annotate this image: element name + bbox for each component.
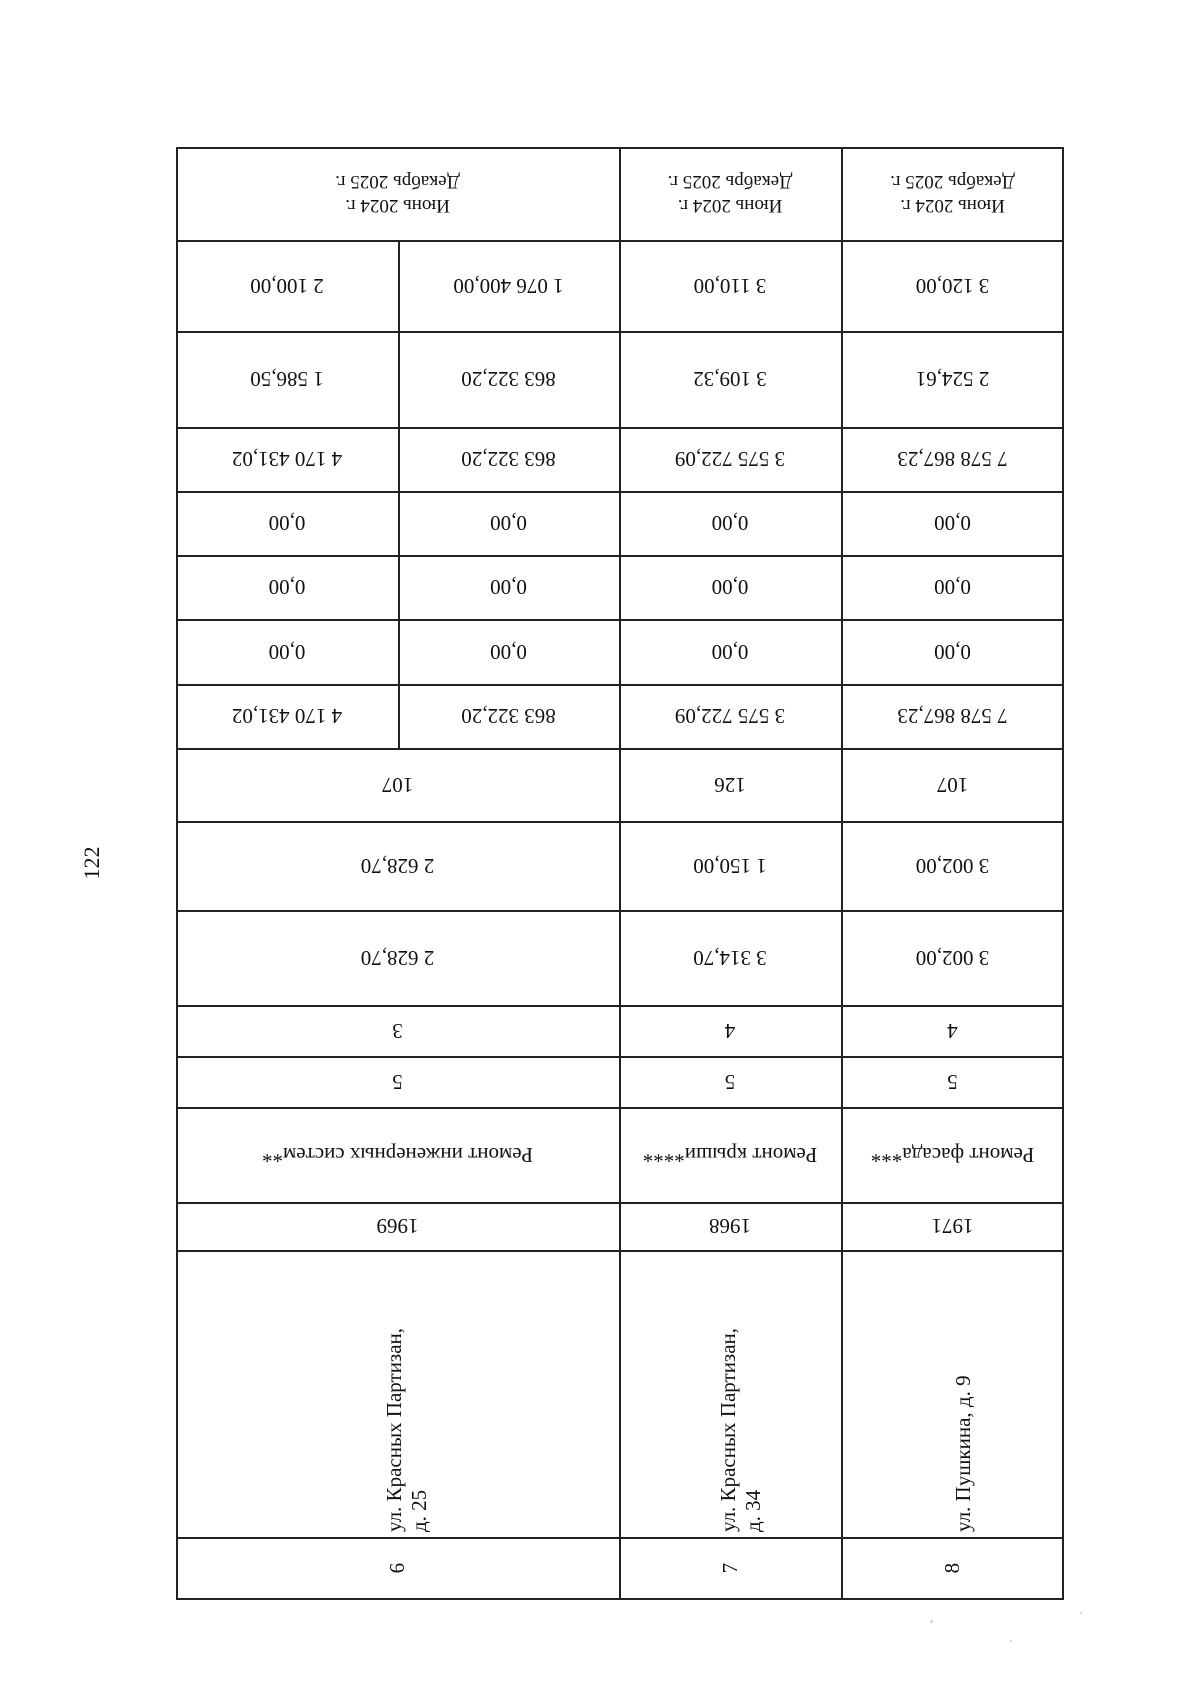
zero-cell	[619, 619, 841, 684]
cost2-left: 4 170 431,02	[231, 447, 343, 472]
cost-cell	[619, 427, 841, 491]
v-b: 3 002,00	[915, 853, 990, 878]
address-text	[716, 1272, 786, 1532]
v4: 3	[392, 1018, 403, 1043]
cost2: 7 578 867,23	[897, 447, 1008, 472]
total-cost-cell	[619, 684, 841, 748]
zero-cell	[619, 555, 841, 619]
total-cost-cell	[176, 684, 398, 748]
cost-cell	[841, 427, 1064, 491]
unit-cost-cell	[176, 331, 398, 427]
limit-cell	[619, 240, 841, 331]
scan-speck	[1080, 1612, 1082, 1614]
row-number-cell	[841, 1537, 1064, 1600]
v-b: 1 150,00	[693, 853, 767, 878]
year-cell	[176, 1202, 619, 1250]
z1: 0,00	[934, 639, 971, 664]
z1-right: 0,00	[490, 639, 527, 664]
floors-cell	[176, 1056, 619, 1107]
area-cell	[619, 821, 841, 910]
work-type-cell	[619, 1107, 841, 1202]
entrances-cell	[841, 1005, 1064, 1056]
period-line2: Декабрь 2025 г.	[335, 171, 460, 193]
v-c: 126	[714, 772, 746, 797]
floors-cell	[619, 1056, 841, 1107]
address-cell	[619, 1250, 841, 1537]
cost2-right: 863 322,20	[461, 447, 556, 472]
residents-cell	[841, 748, 1064, 821]
zero-cell	[841, 555, 1064, 619]
floors-cell	[841, 1056, 1064, 1107]
page-number: 122	[79, 846, 104, 880]
area-cell	[176, 821, 619, 910]
work-type: Ремонт крыши****	[642, 1142, 818, 1167]
period-line1: Июнь 2024 г.	[900, 195, 1005, 217]
year: 1971	[931, 1214, 974, 1239]
area-cell	[841, 821, 1064, 910]
work-type-cell	[841, 1107, 1064, 1202]
v-b: 2 628,70	[360, 853, 435, 878]
unit: 2 524,61	[915, 367, 990, 392]
address-line2: д. 34	[741, 1489, 766, 1532]
row-number-cell	[176, 1537, 619, 1600]
limit-right: 1 076 400,00	[453, 273, 564, 298]
v4: 4	[724, 1018, 736, 1043]
v4: 4	[947, 1018, 958, 1043]
area-cell	[841, 910, 1064, 1005]
scan-speck	[1010, 1640, 1012, 1642]
area-cell	[176, 910, 619, 1005]
year: 1968	[709, 1214, 751, 1239]
limit-cell	[398, 240, 619, 331]
v-c: 107	[381, 772, 414, 797]
total-cost-cell	[398, 684, 619, 748]
cost-cell	[176, 427, 398, 491]
address-text	[951, 1272, 1021, 1532]
v-a: 3 314,70	[693, 945, 767, 970]
zero-cell	[176, 619, 398, 684]
z3: 0,00	[934, 511, 971, 536]
v-c: 107	[936, 772, 969, 797]
zero-cell	[841, 491, 1064, 555]
zero-cell	[398, 619, 619, 684]
total-cost-cell	[841, 684, 1064, 748]
zero-cell	[176, 491, 398, 555]
scan-speck	[930, 1620, 933, 1623]
address-line1: ул. Красных Партизан,	[382, 1327, 406, 1532]
area-cell	[619, 910, 841, 1005]
v-a: 2 628,70	[360, 945, 435, 970]
period-line1: Июнь 2024 г.	[677, 195, 783, 217]
v5: 5	[724, 1069, 736, 1094]
address-line1: ул. Пушкина, д. 9	[951, 1375, 975, 1532]
limit: 3 110,00	[693, 273, 767, 298]
period-line1: Июнь 2024 г.	[345, 195, 450, 217]
z2: 0,00	[934, 575, 971, 600]
cost-total-left: 4 170 431,02	[231, 704, 343, 729]
limit-cell	[841, 240, 1064, 331]
limit-cell	[176, 240, 398, 331]
z3-right: 0,00	[490, 511, 527, 536]
zero-cell	[398, 491, 619, 555]
z1: 0,00	[711, 639, 749, 664]
v5: 5	[947, 1069, 958, 1094]
unit-left: 1 586,50	[250, 367, 324, 392]
z2: 0,00	[711, 575, 749, 600]
period-line2: Декабрь 2025 г.	[667, 171, 793, 193]
zero-cell	[398, 555, 619, 619]
cost-total: 7 578 867,23	[897, 704, 1008, 729]
limit-left: 2 100,00	[250, 273, 324, 298]
z3: 0,00	[711, 511, 749, 536]
work-type: Ремонт инженерных систем**	[261, 1142, 534, 1167]
row-number-cell	[619, 1537, 841, 1600]
address-text	[382, 1272, 452, 1532]
period-cell	[619, 147, 841, 240]
row-number: 7	[717, 1563, 742, 1574]
row-number: 6	[385, 1563, 410, 1574]
year-cell	[619, 1202, 841, 1250]
cost-total: 3 575 722,09	[674, 704, 786, 729]
address-cell	[841, 1250, 1064, 1537]
address-line1: ул. Красных Партизан,	[716, 1327, 740, 1532]
cost-cell	[398, 427, 619, 491]
period-cell	[841, 147, 1064, 240]
work-type-cell	[176, 1107, 619, 1202]
unit-cost-cell	[398, 331, 619, 427]
residents-cell	[176, 748, 619, 821]
unit-cost-cell	[619, 331, 841, 427]
zero-cell	[841, 619, 1064, 684]
z2-left: 0,00	[268, 575, 306, 600]
residents-cell	[619, 748, 841, 821]
v-a: 3 002,00	[915, 945, 990, 970]
v5: 5	[392, 1069, 403, 1094]
row-number: 8	[940, 1563, 965, 1574]
work-type: Ремонт фасада***	[870, 1142, 1035, 1167]
entrances-cell	[619, 1005, 841, 1056]
period-cell	[176, 147, 619, 240]
zero-cell	[176, 555, 398, 619]
address-line2: д. 25	[407, 1489, 432, 1532]
address-cell	[176, 1250, 619, 1537]
unit-cost-cell	[841, 331, 1064, 427]
unit-right: 863 322,20	[461, 367, 556, 392]
cost2: 3 575 722,09	[674, 447, 786, 472]
limit: 3 120,00	[915, 273, 990, 298]
unit: 3 109,32	[693, 367, 767, 392]
cost-total-right: 863 322,20	[461, 704, 556, 729]
z2-right: 0,00	[490, 575, 527, 600]
year: 1969	[376, 1214, 419, 1239]
period-line2: Декабрь 2025 г.	[890, 171, 1015, 193]
z1-left: 0,00	[268, 639, 306, 664]
zero-cell	[619, 491, 841, 555]
z3-left: 0,00	[268, 511, 306, 536]
year-cell	[841, 1202, 1064, 1250]
entrances-cell	[176, 1005, 619, 1056]
